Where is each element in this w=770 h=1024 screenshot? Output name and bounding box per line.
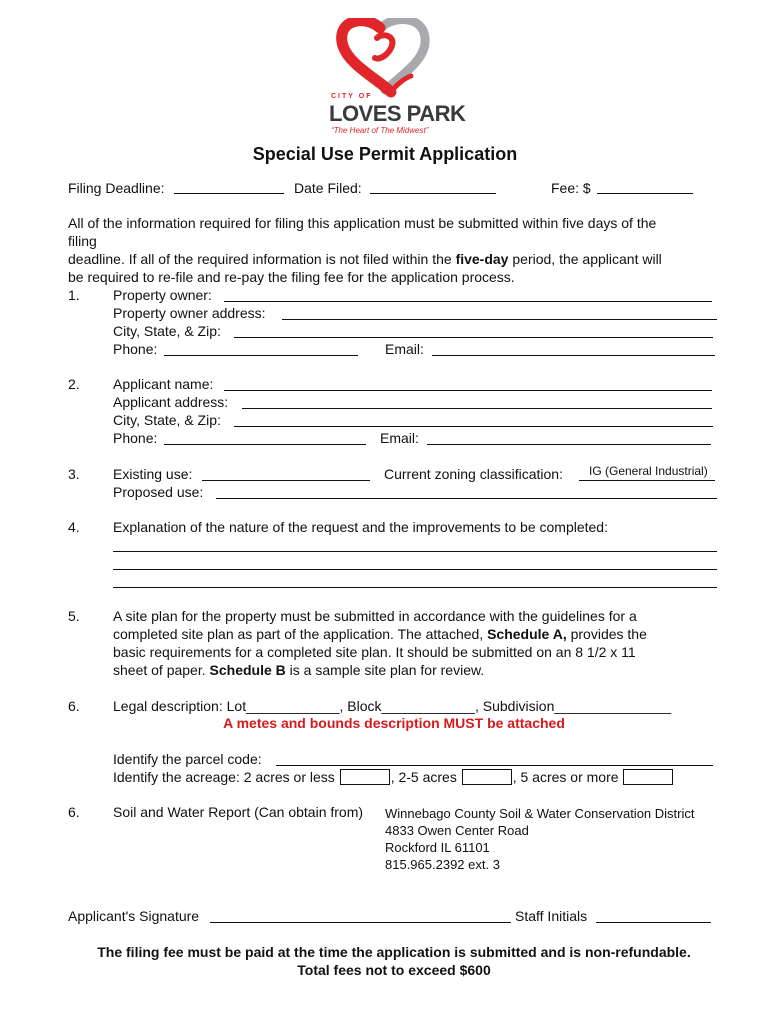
city-logo — [325, 18, 466, 138]
owner-email-label: Email: — [385, 341, 424, 357]
applicant-address-field[interactable] — [242, 408, 712, 409]
property-owner-label: Property owner: — [113, 287, 212, 303]
date-filed-field[interactable] — [370, 193, 496, 194]
footer-fee-notice: The filing fee must be paid at the time the application is submitted and is non-refundable. — [97, 944, 691, 960]
logo-name: LOVES PARK — [329, 101, 466, 126]
owner-email-field[interactable] — [432, 355, 715, 356]
footer-fee-cap: Total fees not to exceed $600 — [297, 962, 491, 978]
zoning-value: IG (General Industrial) — [589, 464, 708, 478]
intro-line-3: deadline. If all of the required information is not filed within the five-day period, the applicant will — [68, 251, 662, 267]
site-plan-line-2: completed site plan as part of the application. The attached, Schedule A, provides the — [113, 626, 647, 642]
site-plan-line-3: basic requirements for a completed site plan. It should be submitted on an 8 1/2 x 11 — [113, 644, 636, 660]
legal-description-label: Legal description: Lot____________, Block____________, Subdivision_______________ — [113, 698, 672, 714]
filing-deadline-label: Filing Deadline: — [68, 180, 165, 196]
section-1-number: 1. — [68, 287, 80, 303]
applicant-phone-field[interactable] — [164, 444, 366, 445]
zoning-field[interactable] — [579, 480, 715, 481]
soil-water-address-2: Rockford IL 61101 — [385, 840, 490, 855]
staff-initials-label: Staff Initials — [515, 908, 588, 924]
logo-tagline: “The Heart of The Midwest” — [331, 126, 429, 135]
owner-phone-label: Phone: — [113, 341, 158, 357]
existing-use-label: Existing use: — [113, 466, 193, 482]
applicant-city-label: City, State, & Zip: — [113, 412, 221, 428]
logo-city-of: CITY OF — [331, 93, 373, 100]
applicant-address-label: Applicant address: — [113, 394, 229, 410]
applicant-signature-field[interactable] — [210, 922, 511, 923]
page-title: Special Use Permit Application — [252, 144, 518, 164]
owner-city-label: City, State, & Zip: — [113, 323, 221, 339]
heart-logo-icon — [325, 18, 455, 98]
section-3-number: 3. — [68, 466, 80, 482]
proposed-use-label: Proposed use: — [113, 484, 204, 500]
explanation-line-3[interactable] — [113, 587, 717, 588]
property-owner-field[interactable] — [224, 301, 712, 302]
applicant-email-field[interactable] — [427, 444, 711, 445]
intro-line-2: filing — [68, 233, 97, 249]
explanation-line-1[interactable] — [113, 551, 717, 552]
acreage-2-5-checkbox[interactable] — [462, 769, 512, 785]
soil-water-phone: 815.965.2392 ext. 3 — [385, 857, 500, 872]
section-soil-number: 6. — [68, 804, 80, 820]
parcel-code-field[interactable] — [276, 765, 713, 766]
property-owner-address-field[interactable] — [282, 319, 717, 320]
fee-field[interactable] — [597, 193, 693, 194]
applicant-city-field[interactable] — [234, 426, 713, 427]
explanation-label: Explanation of the nature of the request and the improvements to be completed: — [113, 519, 608, 535]
section-4-number: 4. — [68, 519, 80, 535]
metes-bounds-warning: A metes and bounds description MUST be attached — [223, 715, 565, 731]
acreage-row: Identify the acreage: 2 acres or less , 2-5 acres , 5 acres or more — [113, 768, 674, 786]
proposed-use-field[interactable] — [216, 498, 717, 499]
parcel-code-label: Identify the parcel code: — [113, 751, 262, 767]
site-plan-line-1: A site plan for the property must be submitted in accordance with the guidelines for a — [113, 608, 637, 624]
applicant-name-field[interactable] — [224, 390, 712, 391]
date-filed-label: Date Filed: — [294, 180, 362, 196]
fee-label: Fee: $ — [551, 180, 591, 196]
existing-use-field[interactable] — [202, 480, 370, 481]
section-2-number: 2. — [68, 376, 80, 392]
applicant-name-label: Applicant name: — [113, 376, 214, 392]
applicant-signature-label: Applicant's Signature — [68, 908, 200, 924]
property-owner-address-label: Property owner address: — [113, 305, 266, 321]
soil-water-address-1: 4833 Owen Center Road — [385, 823, 529, 838]
applicant-email-label: Email: — [380, 430, 419, 446]
explanation-line-2[interactable] — [113, 569, 717, 570]
section-5-number: 5. — [68, 608, 80, 624]
intro-line-4: be required to re-file and re-pay the filing fee for the application process. — [68, 269, 515, 285]
acreage-5-plus-checkbox[interactable] — [623, 769, 673, 785]
site-plan-line-4: sheet of paper. Schedule B is a sample site plan for review. — [113, 662, 485, 678]
filing-deadline-field[interactable] — [174, 193, 284, 194]
acreage-2-or-less-checkbox[interactable] — [340, 769, 390, 785]
owner-city-field[interactable] — [234, 337, 713, 338]
applicant-phone-label: Phone: — [113, 430, 158, 446]
soil-water-org: Winnebago County Soil & Water Conservation District — [385, 806, 695, 821]
soil-water-label: Soil and Water Report (Can obtain from) — [113, 804, 364, 820]
intro-line-1: All of the information required for filing this application must be submitted within five days of the — [68, 215, 657, 231]
owner-phone-field[interactable] — [164, 355, 358, 356]
section-6-number: 6. — [68, 698, 80, 714]
zoning-label: Current zoning classification: — [384, 466, 563, 482]
staff-initials-field[interactable] — [596, 922, 711, 923]
